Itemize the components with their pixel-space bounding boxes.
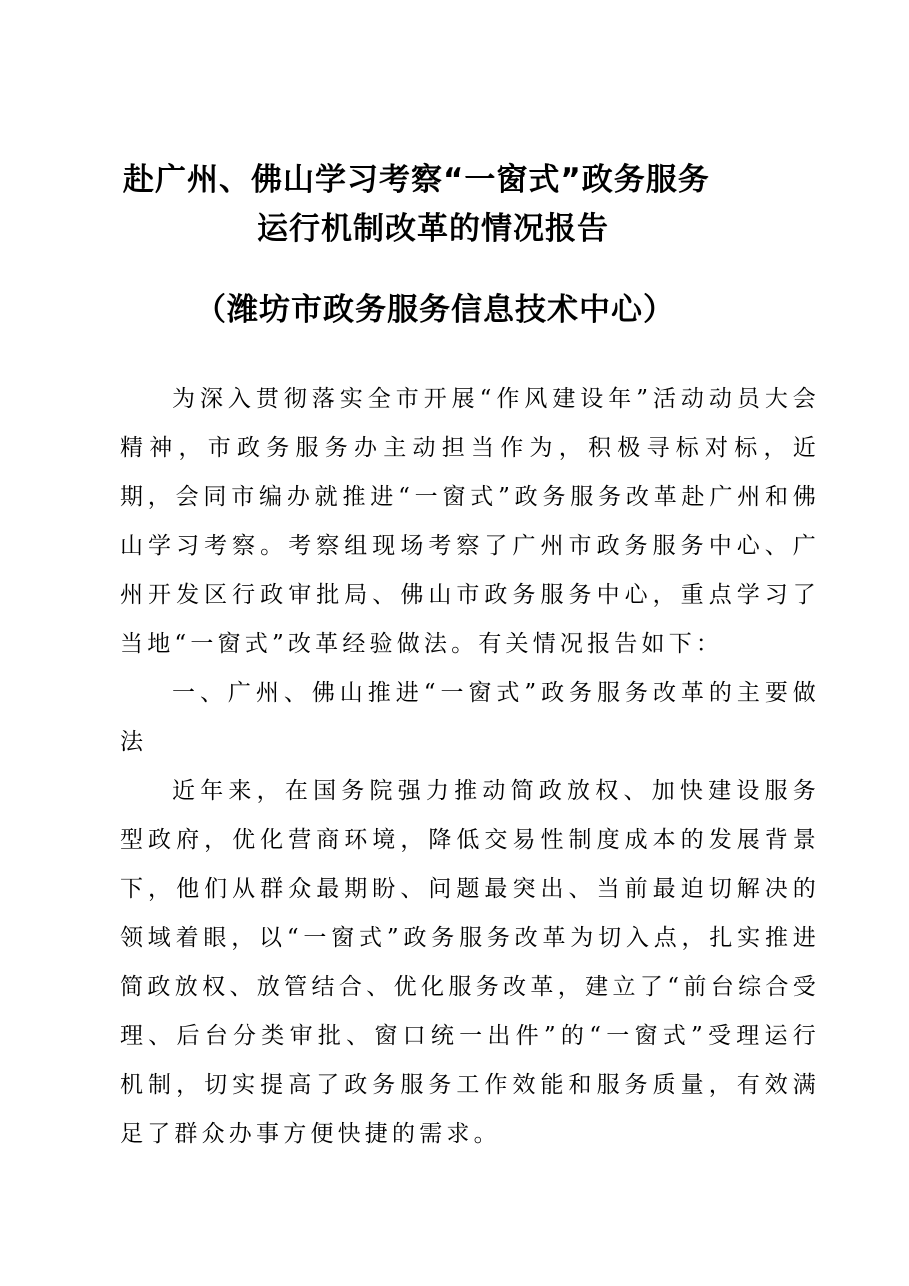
document-subtitle: （潍坊市政务服务信息技术中心）: [195, 292, 675, 328]
section-heading: 一、广州、佛山推进“一窗式”政务服务改革的主要做法: [120, 680, 820, 755]
document-title-line-1: 赴广州、佛山学习考察“一窗式”政务服务: [123, 162, 710, 198]
document-body: [120, 375, 820, 1159]
document-title-line-2: 运行机制改革的情况报告: [257, 211, 609, 247]
paragraph-intro: 为深入贯彻落实全市开展“作风建设年”活动动员大会精神，市政务服务办主动担当作为，积极寻标对标，近期，会同市编办就推进“一窗式”政务服务改革赴广州和佛山学习考察。考察组现场考察了广州市政务服务中心、广州开发区行政审批局、佛山市政务服务中心，重点学习了当地“一窗式”改革经验做法。有关情况报告如下：: [120, 386, 820, 657]
paragraph-background: 近年来，在国务院强力推动简政放权、加快建设服务型政府，优化营商环境，降低交易性制度成本的发展背景下，他们从群众最期盼、问题最突出、当前最迫切解决的领域着眼，以“一窗式”政务服务改革为切入点，扎实推进简政放权、放管结合、优化服务改革，建立了“前台综合受理、后台分类审批、窗口统一出件”的“一窗式”受理运行机制，切实提高了政务服务工作效能和服务质量，有效满足了群众办事方便快捷的需求。: [120, 778, 820, 1147]
